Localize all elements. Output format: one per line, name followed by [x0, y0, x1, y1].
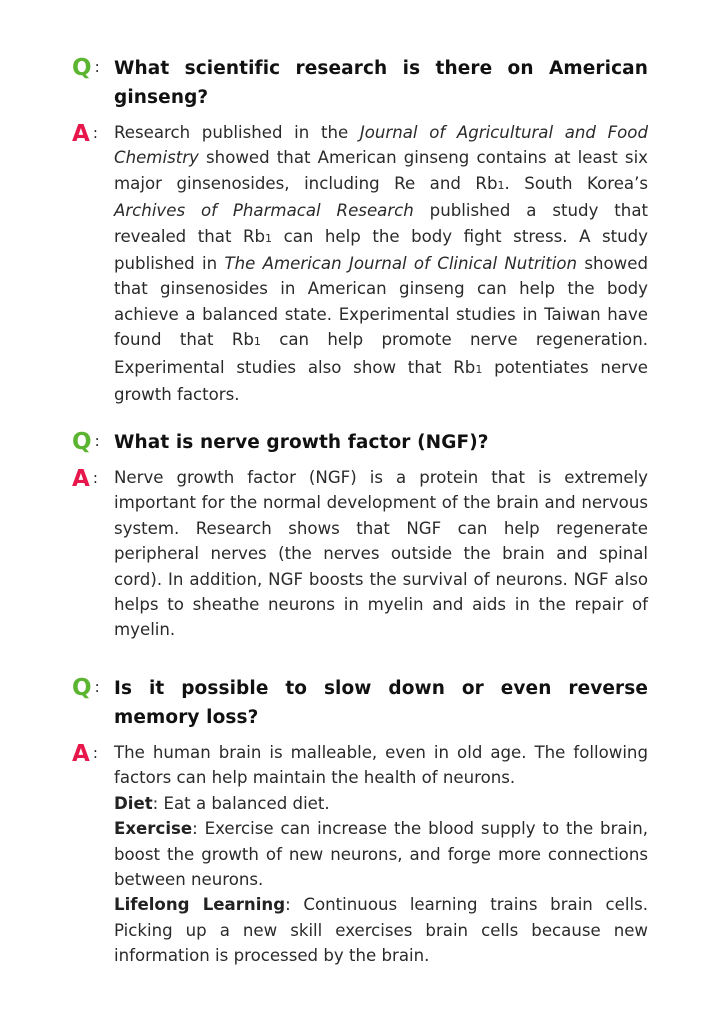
qa-block-memory [72, 674, 648, 969]
q-marker: Q : [72, 675, 100, 701]
answer-row [72, 740, 648, 969]
a-marker: A : [72, 466, 98, 492]
answer-text: Nerve growth factor (NGF) is a protein that is extremely important for the normal development of the brain and nervous system. Research shows that NGF can help regenerate peripheral nerves (the nerves outside the brain and spinal cord). In addition, NGF boosts the survival of neurons. NGF also helps to sheathe neurons in myelin and aids in the repair of myelin. [114, 468, 648, 640]
tip-label: Exercise [114, 819, 193, 839]
answer-intro: The human brain is malleable, even in old age. The following factors can help maintain the health of neurons. [114, 743, 648, 788]
journal-title: Journal of Agricultural and Food Chemistry [114, 123, 648, 168]
tip-label: Lifelong Learning [114, 895, 286, 915]
tip-diet: Diet: Eat a balanced diet. [114, 793, 330, 813]
answer-row [72, 465, 648, 643]
tip-exercise: Exercise: Exercise can increase the blood supply to the brain, boost the growth of new neurons, and forge more connections between neurons. [114, 819, 648, 890]
journal-title: The American Journal of Clinical Nutrition [224, 254, 578, 274]
question-text: What scientific research is there on American ginseng? [114, 58, 648, 108]
a-marker: A : [72, 741, 98, 767]
qa-block-ngf [72, 428, 648, 643]
q-marker: Q : [72, 429, 100, 455]
qa-block-research [72, 54, 648, 407]
journal-title: Archives of Pharmacal Research [114, 201, 414, 221]
q-marker: Q : [72, 55, 100, 81]
question-row [72, 54, 648, 112]
tip-lifelong-learning: Lifelong Learning: Continuous learning trains brain cells. Picking up a new skill exercises brain cells because new information is processed by the brain. [114, 895, 648, 966]
question-text: What is nerve growth factor (NGF)? [114, 432, 489, 453]
question-text: Is it possible to slow down or even reverse memory loss? [114, 678, 648, 728]
question-row [72, 428, 648, 457]
tip-label: Diet [114, 793, 153, 813]
question-row [72, 674, 648, 732]
answer-text: Research published in the Journal of Agricultural and Food Chemistry showed that American ginseng contains at least six major ginsenosides, including Re and Rb1. South Korea’s Archives of Pharmacal Research published a study that revealed that Rb1 can help the body fight stress. A study published in The American Journal of Clinical Nutrition showed that ginsenosides in American ginseng can help the body achieve a balanced state. Experimental studies in Taiwan have found that Rb1 can help promote nerve regeneration. Experimental studies also show that Rb1 potentiates nerve growth factors. [114, 123, 649, 405]
answer-row [72, 120, 648, 407]
a-marker: A : [72, 121, 98, 147]
